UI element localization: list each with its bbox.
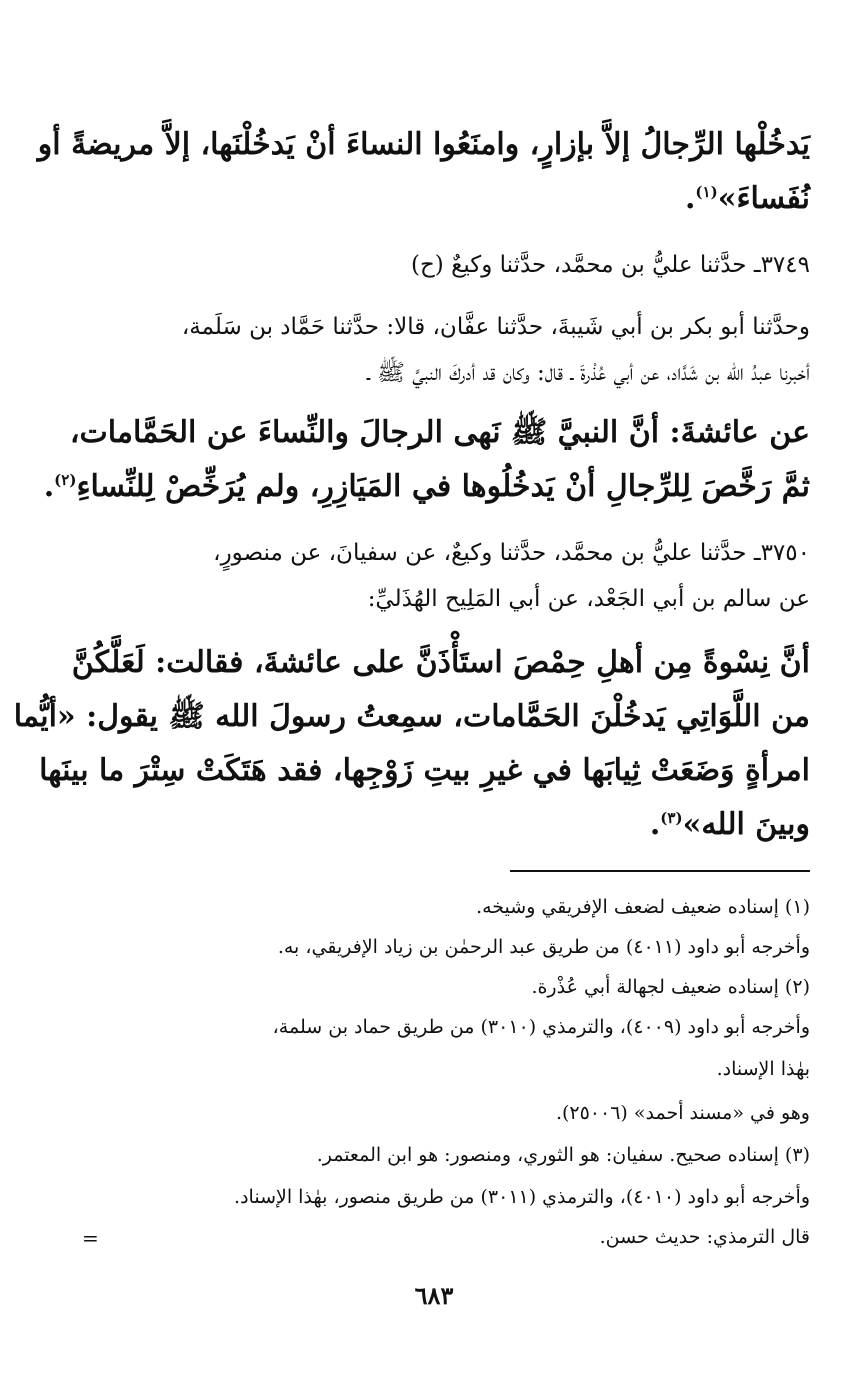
matn-end: . bbox=[649, 807, 661, 842]
passage-text: نُفَساءَ» bbox=[717, 181, 810, 216]
footnote-separator bbox=[510, 870, 810, 872]
footnote-ref: (٣) bbox=[660, 809, 683, 827]
matn-line: أنَّ نِسْوةً مِن أهلِ حِمْصَ استَأْذَنَّ على عائشةَ، فقالت: لَعَلَّكُنَّ bbox=[71, 645, 810, 680]
top-passage bbox=[37, 118, 810, 226]
hadith-3749-matn bbox=[43, 406, 810, 514]
hadith-3750-matn bbox=[13, 636, 810, 852]
isnad-line: ٣٧٥٠ـ حدَّثنا عليُّ بن محمَّد، حدَّثنا وكيعٌ، عن سفيانَ، عن منصورٍ، bbox=[213, 540, 810, 566]
matn-end: . bbox=[43, 469, 55, 504]
isnad-line: وحدَّثنا أبو بكر بن أبي شَيبةَ، حدَّثنا عفَّان، قالا: حدَّثنا حَمَّاد بن سَلَمة، bbox=[181, 314, 810, 340]
footnote-ref: (١) bbox=[695, 183, 718, 201]
hadith-3749-isnad-cont bbox=[90, 304, 810, 396]
passage-end: . bbox=[684, 181, 696, 216]
footnote-line: وأخرجه أبو داود (٤٠١٠)، والترمذي (٣٠١١) من طريق منصور، بهٰذا الإسناد. bbox=[234, 1186, 810, 1208]
isnad-line: أخبرنا عبدُ الله بن شَدَّاد، عن أبي عُذْرةَ ـ قال: وكان قد أدركَ النبيَّ ﷺ ـ bbox=[366, 360, 810, 386]
footnote-line: وأخرجه أبو داود (٤٠١١) من طريق عبد الرحمٰن بن زياد الإفريقي، به. bbox=[277, 936, 810, 958]
passage-line bbox=[90, 172, 810, 226]
matn-line: امرأةٍ وَضَعَتْ ثِيابَها في غيرِ بيتِ زَوْجِها، فقد هَتَكَتْ سِتْرَ ما بينَها bbox=[39, 753, 810, 788]
matn-line bbox=[43, 460, 810, 514]
footnote-line: (٢) إسناده ضعيف لجهالة أبي عُذْرة. bbox=[531, 976, 810, 998]
matn-text: وبينَ الله» bbox=[682, 807, 810, 842]
passage-line: يَدخُلْها الرِّجالُ إلاَّ بإزارٍ، وامنَعُوا النساءَ أنْ يَدخُلْنَها، إلاَّ مريضةً أو bbox=[37, 127, 810, 162]
isnad-line: عن سالم بن أبي الجَعْد، عن أبي المَلِيح الهُذَليِّ: bbox=[367, 586, 810, 612]
matn-line bbox=[90, 798, 810, 852]
hadith-3749-isnad bbox=[90, 242, 810, 288]
footnote-line: (١) إسناده ضعيف لضعف الإفريقي وشيخه. bbox=[476, 896, 810, 918]
matn-line: عن عائشةَ: أنَّ النبيَّ ﷺ نَهى الرجالَ والنِّساءَ عن الحَمَّامات، bbox=[69, 415, 810, 450]
hadith-3750-isnad bbox=[90, 530, 810, 622]
footnote-line: وأخرجه أبو داود (٤٠٠٩)، والترمذي (٣٠١٠) من طريق حماد بن سلمة، bbox=[272, 1016, 810, 1038]
footnote-line: (٣) إسناده صحيح. سفيان: هو الثوري، ومنصور: هو ابن المعتمر. bbox=[316, 1144, 810, 1166]
isnad-line: ٣٧٤٩ـ حدَّثنا عليُّ بن محمَّد، حدَّثنا وكيعٌ (ح) bbox=[410, 252, 810, 278]
continuation-mark: = bbox=[82, 1226, 99, 1250]
matn-line: من اللَّوَاتِي يَدخُلْنَ الحَمَّامات، سمِعتُ رسولَ الله ﷺ يقول: «أيُّما bbox=[13, 699, 810, 734]
footnote-line: وهو في «مسند أحمد» (٢٥٠٠٦). bbox=[555, 1102, 810, 1124]
page-number: ٦٨٣ bbox=[414, 1281, 454, 1310]
footnote-line: بهٰذا الإسناد. bbox=[716, 1058, 810, 1080]
footnote-line: قال الترمذي: حديث حسن. bbox=[599, 1226, 810, 1248]
footnote-ref: (٢) bbox=[54, 471, 77, 489]
matn-text: ثمَّ رَخَّصَ لِلرِّجالِ أنْ يَدخُلُوها في المَيَازِرِ، ولم يُرَخِّصْ لِلنِّساءِ bbox=[76, 469, 810, 504]
